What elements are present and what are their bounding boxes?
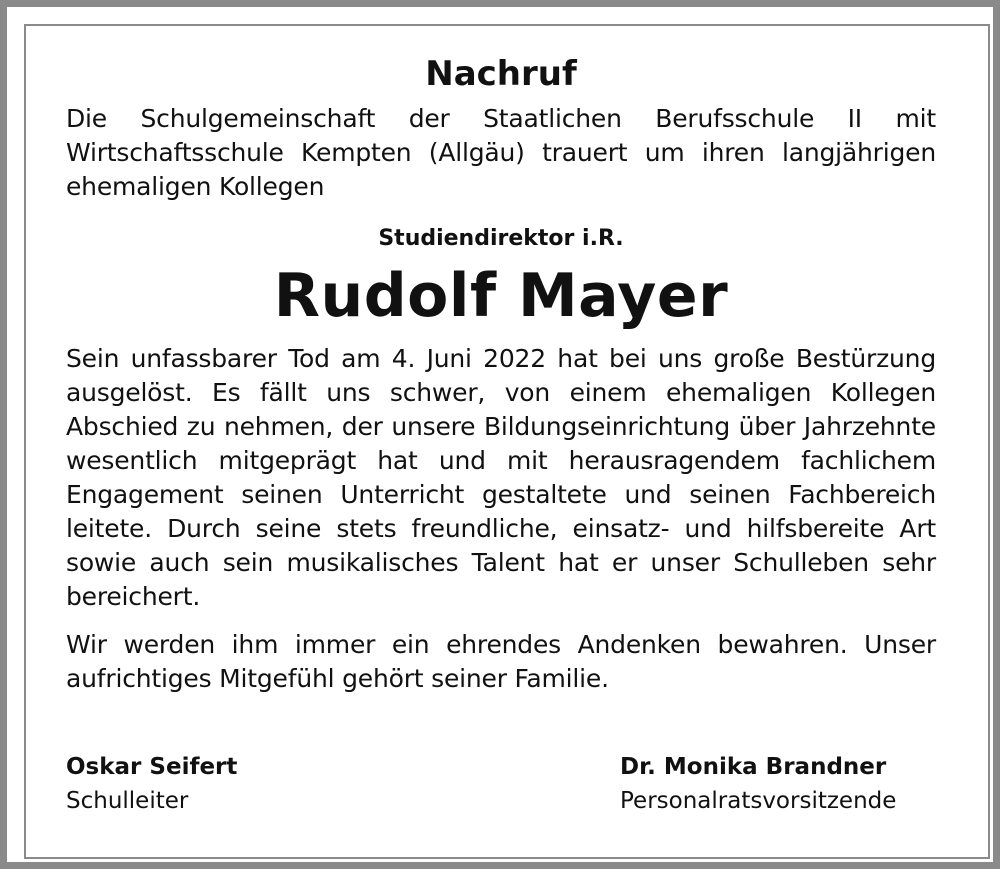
signatory-role: Personalratsvorsitzende <box>620 788 897 814</box>
closing-paragraph: Wir werden ihm immer ein ehrendes Andenken bewahren. Unser aufrichtiges Mitgefühl gehört seiner Familie. <box>66 630 936 693</box>
deceased-name: Rudolf Mayer <box>273 261 729 331</box>
deceased-rank: Studiendirektor i.R. <box>378 226 624 251</box>
signatory-name: Oskar Seifert <box>66 754 238 780</box>
intro-paragraph: Die Schulgemeinschaft der Staatlichen Berufsschule II mit Wirtschaftsschule Kempten (Allgäu) trauert um ihren langjährigen ehemaligen Kollegen <box>66 104 936 201</box>
signatory-name: Dr. Monika Brandner <box>620 754 887 780</box>
body-paragraph: Sein unfassbarer Tod am 4. Juni 2022 hat bei uns große Bestürzung ausgelöst. Es fällt uns schwer, von einem ehemaligen Kollegen Abschied zu nehmen, der unsere Bildungseinrichtung über Jahrzehnte wesentlich mitgeprägt hat und mit herausragendem fachlichem Engagement seinen Unterricht gestaltete und seinen Fachbereich leitete. Durch seine stets freundliche, einsatz- und hilfsbereite Art sowie auch sein musikalisches Talent hat er unser Schulleben sehr bereichert. <box>66 344 936 611</box>
signature-left <box>66 750 237 818</box>
heading: Nachruf <box>425 54 577 94</box>
obituary-content <box>66 50 936 696</box>
signature-right <box>620 750 896 818</box>
signatory-role: Schulleiter <box>66 788 189 814</box>
